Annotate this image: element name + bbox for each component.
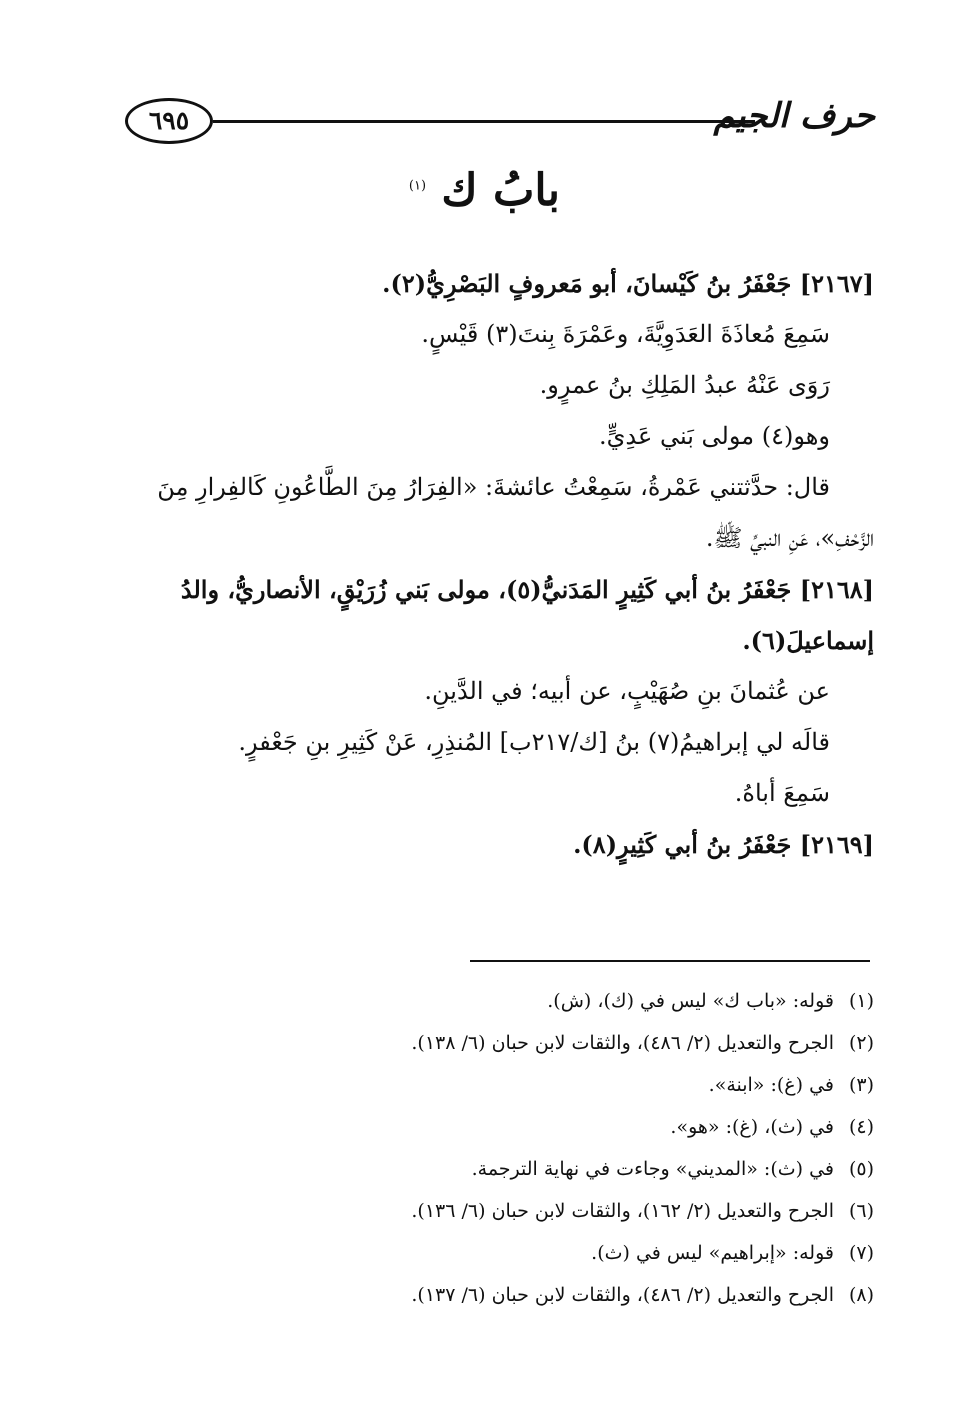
footnote-number: (٢) bbox=[848, 1032, 874, 1054]
chapter-footnote-ref: (١) bbox=[408, 178, 427, 194]
footnote-number: (٤) bbox=[848, 1116, 874, 1138]
entry-line: إسماعيلَ(٦). bbox=[742, 626, 874, 655]
text-line: وهو(٤) مولى بَني عَدِيٍّ. bbox=[599, 422, 830, 450]
page-number: ٦٩٥ bbox=[125, 98, 213, 144]
footnote-text: في (ث): «المديني» وجاءت في نهاية الترجمة. bbox=[471, 1158, 834, 1180]
footnote-text: الجرح والتعديل (٢/ ٤٨٦)، والثقات لابن حبان (٦/ ١٣٧). bbox=[411, 1284, 834, 1306]
chapter-title-text: بابُ ك bbox=[441, 165, 561, 216]
footnote-item bbox=[114, 1064, 874, 1106]
footnote-item bbox=[114, 1232, 874, 1274]
footnote-text: قوله: «إبراهيم» ليس في (ث). bbox=[591, 1242, 834, 1264]
footnote-text: في (غ): «ابنة». bbox=[708, 1074, 834, 1096]
footnote-item bbox=[114, 1190, 874, 1232]
footnote-number: (٥) bbox=[848, 1158, 874, 1180]
entry-line: [٢١٦٨] جَعْفَرُ بنُ أبي كَثِيرٍ المَدَنيُّ(٥)، مولى بَني زُرَيْقٍ، الأنصاريُّ، والدُ bbox=[180, 575, 874, 604]
page-header bbox=[125, 90, 875, 160]
footnote-item bbox=[114, 980, 874, 1022]
footnote-number: (١) bbox=[848, 990, 874, 1012]
text-line: قالَه لي إبراهيمُ(٧) بنُ [ك/٢١٧ب] المُنذِرِ، عَنْ كَثِيرِ بنِ جَعْفرٍ. bbox=[238, 728, 830, 756]
footnote-number: (٨) bbox=[848, 1284, 874, 1306]
header-rule bbox=[213, 120, 755, 123]
footnote-item bbox=[114, 1274, 874, 1316]
text-line: عن عُثمانَ بنِ صُهَيْبٍ، عن أبيه؛ في الدَّينِ. bbox=[424, 677, 830, 705]
footnote-item bbox=[114, 1148, 874, 1190]
footnote-number: (٦) bbox=[848, 1200, 874, 1222]
footnote-item bbox=[114, 1106, 874, 1148]
text-line: الزَّحْفِ»، عَنِ النبيِّ ﷺ. bbox=[705, 524, 874, 552]
footnote-item bbox=[114, 1022, 874, 1064]
text-line: قال: حدَّثتني عَمْرةُ، سَمِعْتُ عائشةَ: «الفِرَارُ مِنَ الطَّاعُونِ كَالفِرارِ مِنَ bbox=[157, 473, 830, 501]
footnote-number: (٣) bbox=[848, 1074, 874, 1096]
chapter-title bbox=[0, 165, 969, 216]
main-text bbox=[114, 258, 874, 870]
text-line: رَوَى عَنْهُ عبدُ المَلِكِ بنُ عمرٍو. bbox=[539, 371, 830, 399]
text-line: سَمِعَ أباهُ. bbox=[734, 779, 830, 807]
entry-line: [٢١٦٩] جَعْفَرُ بنُ أبي كَثِيرٍ(٨). bbox=[573, 830, 874, 859]
footnote-separator bbox=[470, 960, 870, 962]
text-line: سَمِعَ مُعاذَةَ العَدَوِيَّةَ، وعَمْرَةَ بِنتَ(٣) قَيْسٍ. bbox=[421, 320, 830, 348]
footnote-text: الجرح والتعديل (٢/ ٤٨٦)، والثقات لابن حبان (٦/ ١٣٨). bbox=[411, 1032, 834, 1054]
footnote-text: قوله: «باب ك» ليس في (ك)، (ش). bbox=[547, 990, 834, 1012]
footnote-number: (٧) bbox=[848, 1242, 874, 1264]
footnote-text: في (ث)، (غ): «هو». bbox=[670, 1116, 834, 1138]
footnote-text: الجرح والتعديل (٢/ ١٦٢)، والثقات لابن حبان (٦/ ١٣٦). bbox=[411, 1200, 834, 1222]
running-title: حرف الجيم bbox=[713, 96, 875, 136]
entry-line: [٢١٦٧] جَعْفَرُ بنُ كَيْسانَ، أبو مَعروفٍ البَصْرِيُّ(٢). bbox=[382, 269, 874, 298]
footnotes bbox=[114, 980, 874, 1316]
